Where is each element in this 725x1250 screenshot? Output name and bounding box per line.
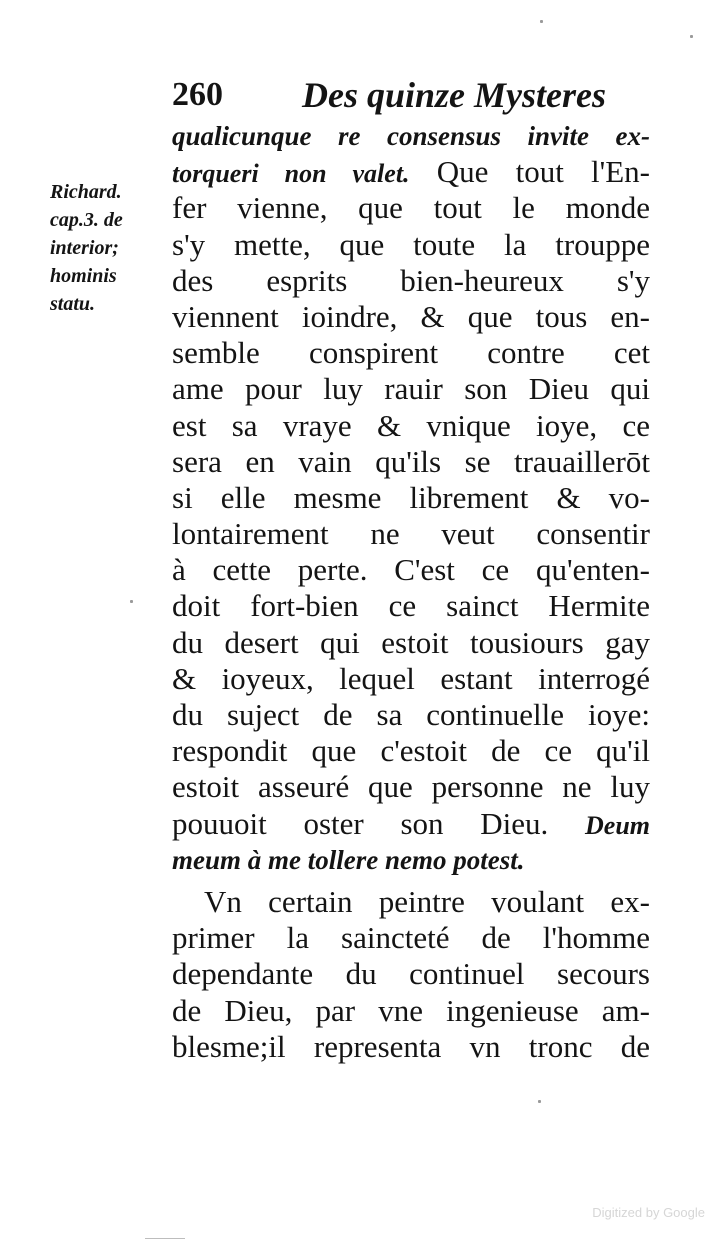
margin-line: hominis [50,265,117,287]
margin-line: interior; [50,237,119,259]
text-line: du desert qui estoit tousiours gay [172,624,650,660]
text-line [172,806,650,842]
text-line: sera en vain qu'ils se trauaillerōt [172,443,650,479]
text-line: qualicunque re consensus invite ex- [172,121,650,151]
text-line: Vn certain peintre voulant ex- [204,883,650,919]
latin-quote-line: meum à me tollere nemo potest. [172,844,525,875]
text-line: du suject de sa continuelle ioye: [172,697,650,732]
latin-fragment: Deum [585,810,650,840]
ink-speck [130,600,133,603]
text-line: dependante du continuel secours [172,956,650,992]
running-title: Des quinze Mysteres [302,75,606,115]
text-line: ame pour luy rauir son Dieu qui [172,371,650,407]
text-line: s'y mette, que toute la trouppe [172,226,650,262]
text-line: doit fort-bien ce sainct Hermite [172,588,650,624]
text-line: fer vienne, que tout le monde [172,190,650,226]
ink-speck [538,1100,541,1103]
text-line: estoit asseuré que personne ne luy [172,769,650,805]
margin-line: cap.3. de [50,209,123,231]
text-line: est sa vraye & vnique ioye, ce [172,407,650,443]
ink-speck [540,20,543,23]
text-line: respondit que c'estoit de ce qu'il [172,733,650,769]
margin-line: Richard. [50,181,122,203]
text-line: & ioyeux, lequel estant interrogé [172,660,650,696]
text-line: semble conspirent contre cet [172,335,650,371]
scan-watermark: Digitized by Google [592,1205,705,1220]
margin-citation [50,178,172,318]
text-line: lontairement ne veut consentir [172,516,650,552]
page-header [172,68,672,124]
page-number: 260 [172,76,223,113]
text-line: des esprits bien-heureux s'y [172,262,650,298]
text-fragment: Que tout l'En- [409,154,650,190]
text-line [172,154,650,190]
text-line: viennent ioindre, & que tous en- [172,298,650,334]
margin-line: statu. [50,293,96,315]
ink-speck [690,35,693,38]
body-text [172,118,650,1065]
text-line: de Dieu, par vne ingenieuse am- [172,992,650,1028]
text-line: primer la saincteté de l'homme [172,920,650,956]
text-line: blesme;il representa vn tronc de [172,1028,650,1064]
text-fragment: pouuoit oster son Dieu. [172,805,585,841]
text-line: à cette perte. C'est ce qu'enten- [172,552,650,588]
page-edge-mark [145,1238,185,1239]
text-line: si elle mesme librement & vo- [172,479,650,515]
latin-fragment: torqueri non valet. [172,159,410,189]
